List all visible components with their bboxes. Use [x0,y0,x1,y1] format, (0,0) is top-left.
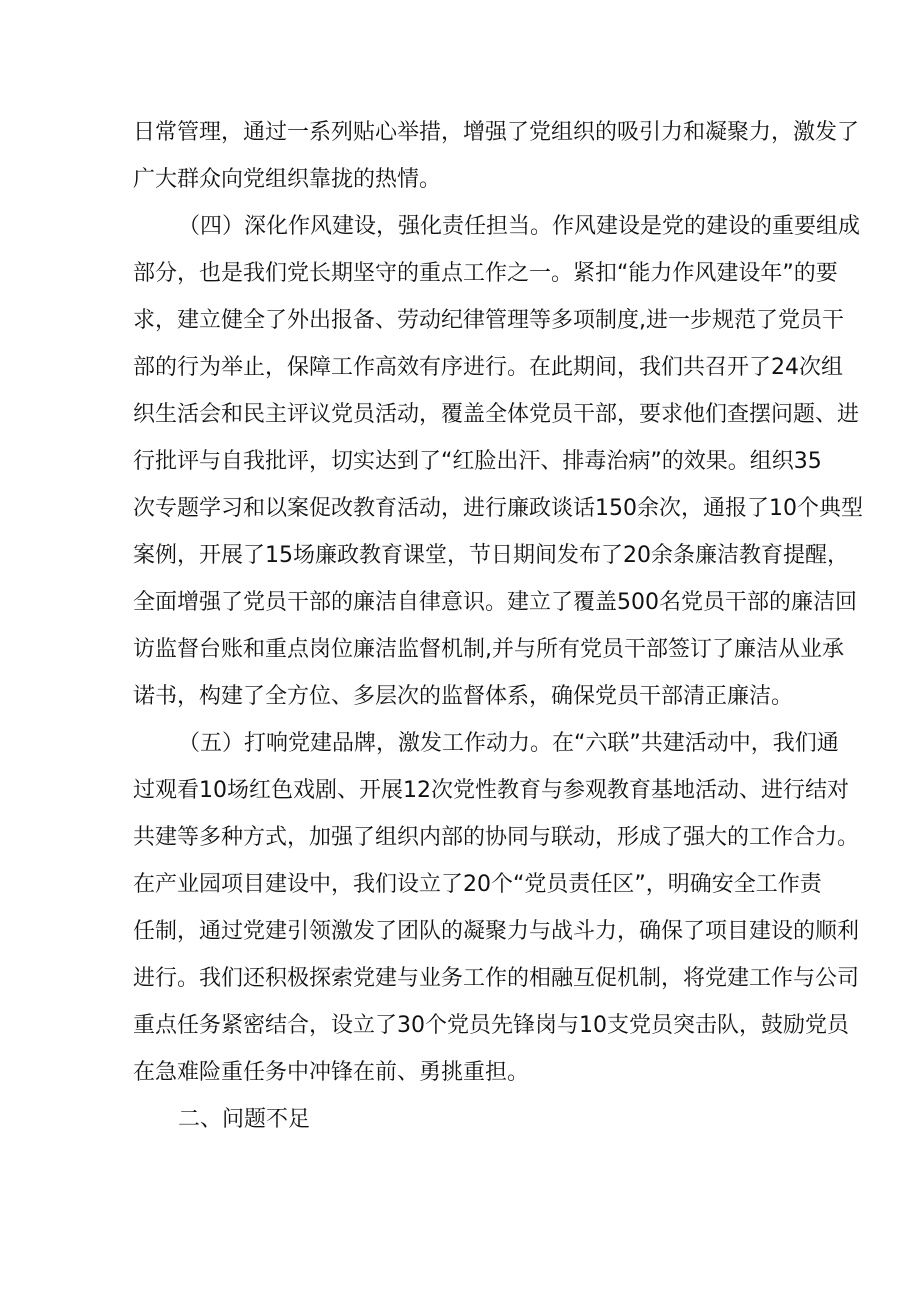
text-line: 过观看10场红色戏剧、开展12次党性教育与参观教育基地活动、进行结对 [133,778,849,803]
text-line: 部分，也是我们党长期坚守的重点工作之一。紧扣“能力作风建设年”的要 [133,261,838,286]
text-line: 次专题学习和以案促改教育活动，进行廉政谈话150余次，通报了10个典型 [133,496,863,521]
text-line: 案例，开展了15场廉政教育课堂，节日期间发布了20余条廉洁教育提醒， [133,543,849,568]
text-line: 重点任务紧密结合，设立了30个党员先锋岗与10支党员突击队，鼓励党员 [133,1013,849,1038]
section-heading: 二、问题不足 [178,1107,311,1132]
text-line: 在产业园项目建设中，我们设立了20个“党员责任区”，明确安全工作责 [133,872,822,897]
text-line: 行批评与自我批评，切实达到了“红脸出汗、排毒治病”的效果。组织35 [133,449,822,474]
text-line: 部的行为举止，保障工作高效有序进行。在此期间，我们共召开了24次组 [133,355,843,380]
section-5-first-line: （五）打响党建品牌，激发工作动力。在“六联”共建活动中，我们通 [178,731,839,756]
text-line: 共建等多种方式，加强了组织内部的协同与联动，形成了强大的工作合力。 [133,825,860,850]
text-line: 诺书，构建了全方位、多层次的监督体系，确保党员干部清正廉洁。 [133,684,794,709]
text-line: 任制，通过党建引领激发了团队的凝聚力与战斗力，确保了项目建设的顺利 [133,919,860,944]
text-line: 进行。我们还积极探索党建与业务工作的相融互促机制，将党建工作与公司 [133,966,860,991]
text-line: 访监督台账和重点岗位廉洁监督机制,并与所有党员干部签订了廉洁从业承 [133,637,844,662]
text-line: 在急难险重任务中冲锋在前、勇挑重担。 [133,1060,530,1085]
text-line: 全面增强了党员干部的廉洁自律意识。建立了覆盖500名党员干部的廉洁回 [133,590,857,615]
section-4-first-line: （四）深化作风建设，强化责任担当。作风建设是党的建设的重要组成 [178,214,861,239]
text-line: 广大群众向党组织靠拢的热情。 [133,167,442,192]
text-line: 织生活会和民主评议党员活动，覆盖全体党员干部，要求他们查摆问题、进 [133,402,860,427]
text-line: 日常管理，通过一系列贴心举措，增强了党组织的吸引力和凝聚力，激发了 [133,120,860,145]
text-line: 求，建立健全了外出报备、劳动纪律管理等多项制度,进一步规范了党员干 [133,308,844,333]
